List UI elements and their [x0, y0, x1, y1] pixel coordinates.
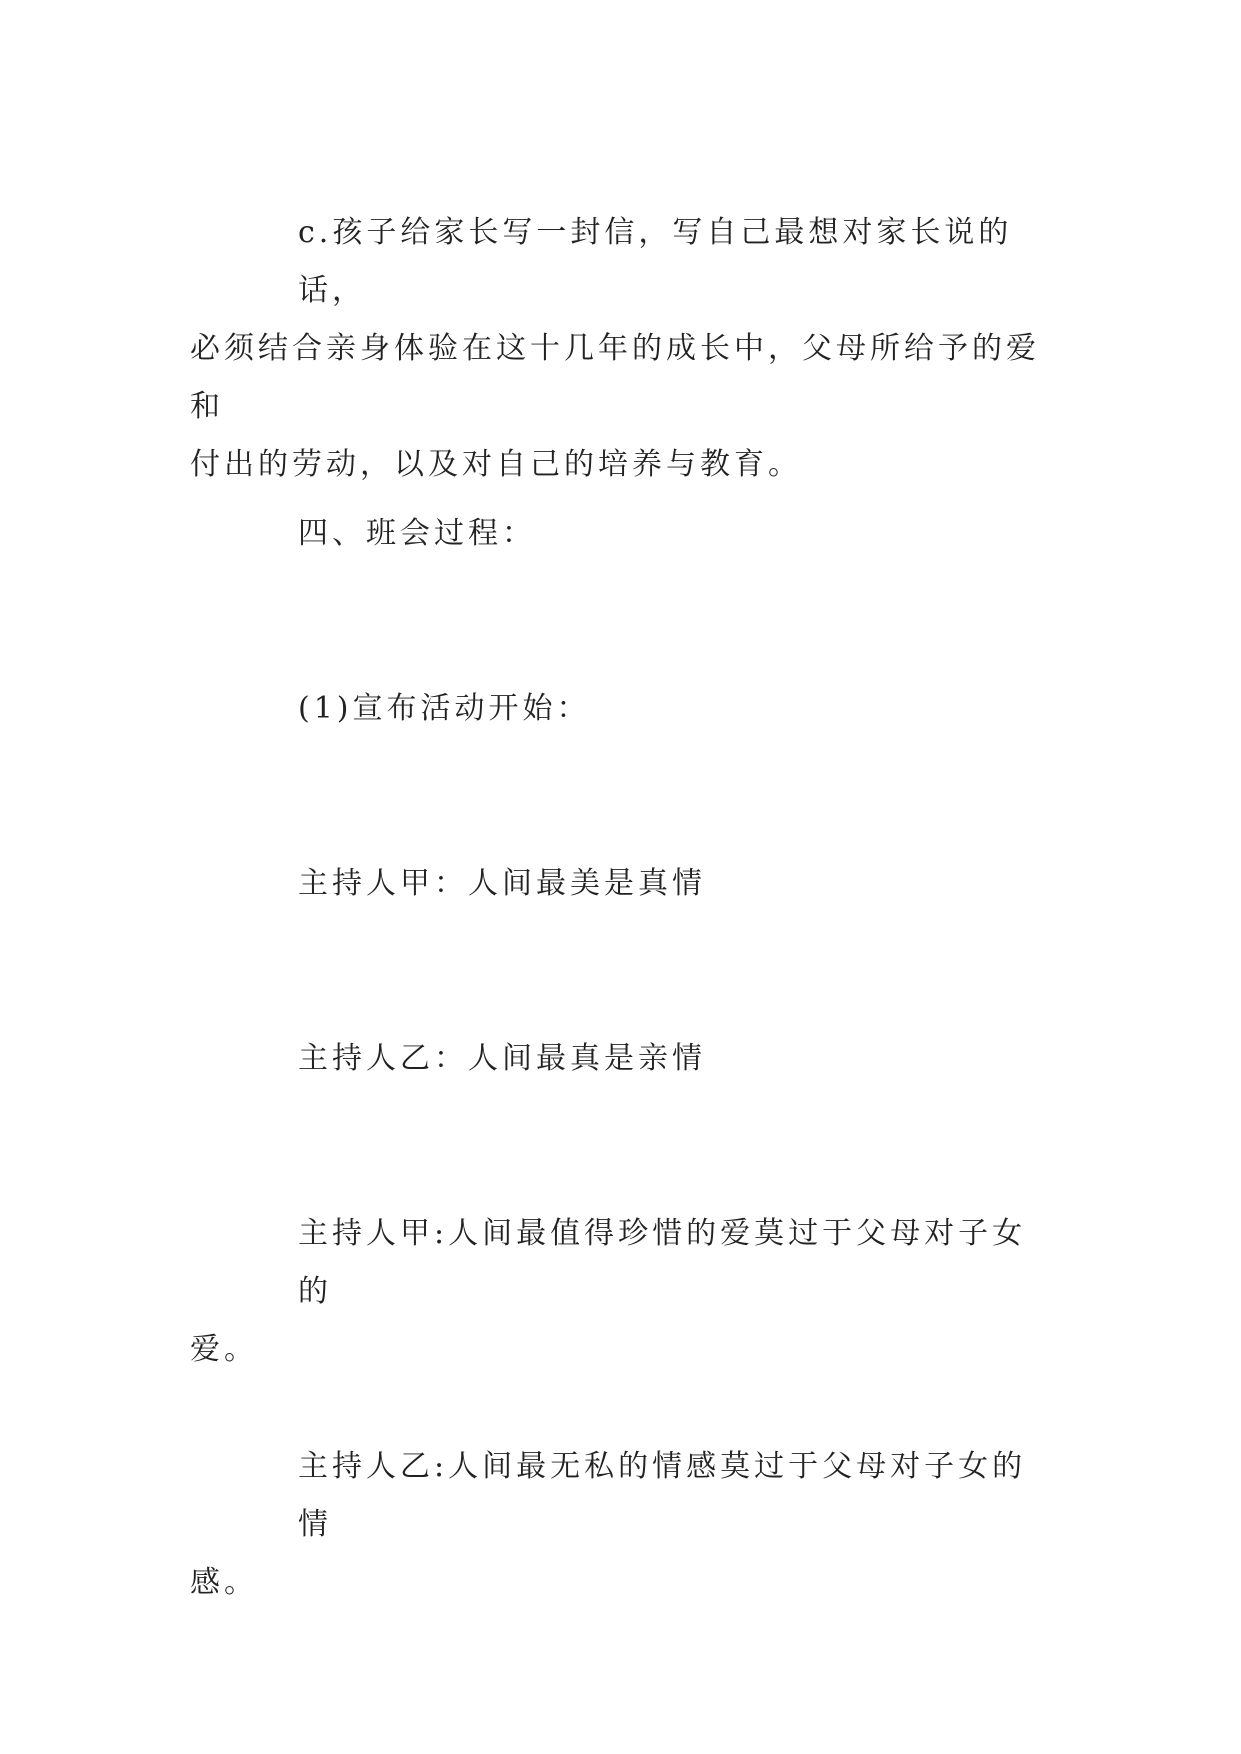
paragraph-host-a-2 — [190, 1205, 1060, 1379]
text-line: 主持人乙：人间最真是亲情 — [298, 1041, 706, 1076]
section-heading — [190, 505, 1060, 563]
text-line: 主持人甲：人间最美是真情 — [298, 866, 706, 901]
text-line: 感。 — [190, 1565, 258, 1600]
paragraph-host-b-2 — [190, 1438, 1060, 1612]
text-line: 主持人甲:人间最值得珍惜的爱莫过于父母对子女的 — [298, 1216, 1027, 1309]
text-line: (1)宣布活动开始： — [298, 691, 591, 726]
text-line: 爱。 — [190, 1332, 258, 1367]
paragraph-letter-instruction — [190, 204, 1060, 494]
paragraph-host-b-1 — [190, 1030, 1060, 1088]
text-line: 付出的劳动，以及对自己的培养与教育。 — [190, 447, 802, 482]
text-line: 四、班会过程： — [298, 516, 536, 551]
text-line: 主持人乙:人间最无私的情感莫过于父母对子女的情 — [298, 1449, 1027, 1542]
paragraph-host-a-1 — [190, 855, 1060, 913]
text-line: 必须结合亲身体验在这十几年的成长中，父母所给予的爱和 — [190, 331, 1040, 424]
text-line: c.孩子给家长写一封信，写自己最想对家长说的话， — [298, 215, 1013, 308]
paragraph-announce-start — [190, 680, 1060, 738]
